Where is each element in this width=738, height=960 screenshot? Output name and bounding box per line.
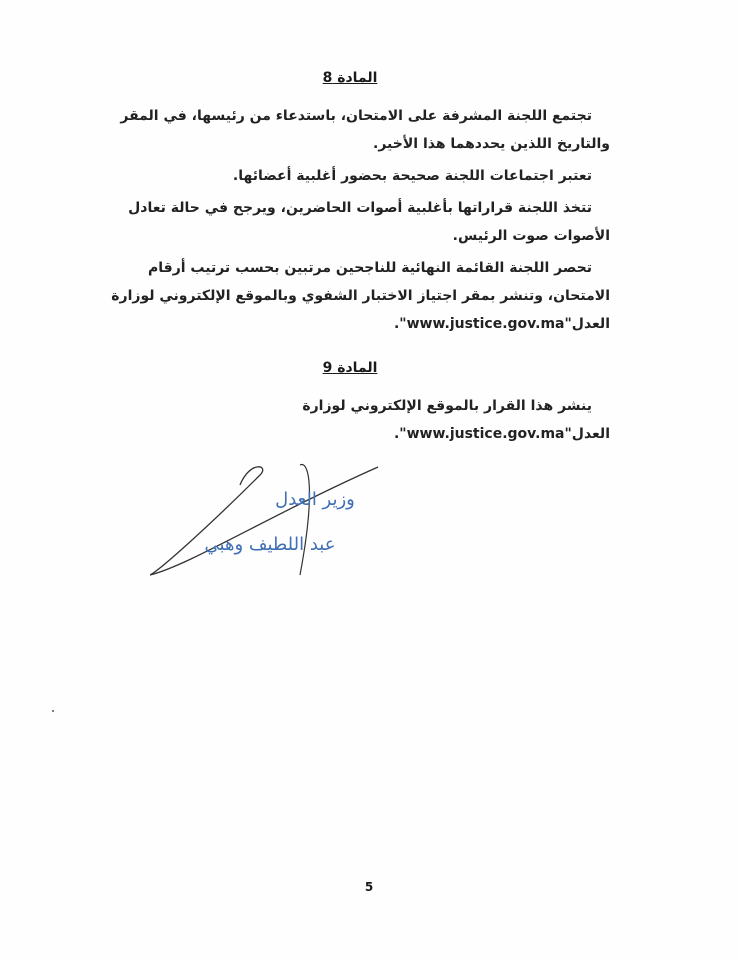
article-8-paragraph-3: تتخذ اللجنة قراراتها بأغلبية أصوات الحاضرين، ويرجح في حالة تعادل الأصوات صوت الرئيس.: [128, 200, 610, 244]
speck: [52, 710, 54, 712]
page-number: 5: [364, 880, 374, 894]
document-body: [90, 66, 610, 452]
article-8-paragraph-2: تعتبر اجتماعات اللجنة صحيحة بحضور أغلبية أعضائها.: [232, 168, 592, 184]
article-9-heading: المادة 9: [322, 360, 378, 376]
signature-loop: [150, 467, 263, 575]
signature-stroke: [150, 467, 378, 575]
signature-flourish: [300, 465, 309, 575]
article-8-paragraph-1: تجتمع اللجنة المشرفة على الامتحان، باستدعاء من رئيسها، في المقر والتاريخ اللذين يحددهما هذا الأخير.: [120, 108, 610, 152]
article-9-paragraph-1: ينشر هذا القرار بالموقع الإلكتروني لوزارة العدل"www.justice.gov.ma".: [302, 398, 610, 442]
signature-name: عبد اللطيف وهبي: [204, 534, 336, 555]
article-8-heading: المادة 8: [322, 70, 378, 86]
signature-title: وزير العدل: [275, 489, 355, 510]
article-8-paragraph-4: تحصر اللجنة القائمة النهائية للناجحين مرتبين بحسب ترتيب أرقام الامتحان، وتنشر بمقر اجتياز الاختبار الشفوي وبالموقع الإلكتروني لوزارة العدل"www.justice.gov.ma".: [111, 260, 610, 332]
signature-image: [150, 455, 380, 595]
